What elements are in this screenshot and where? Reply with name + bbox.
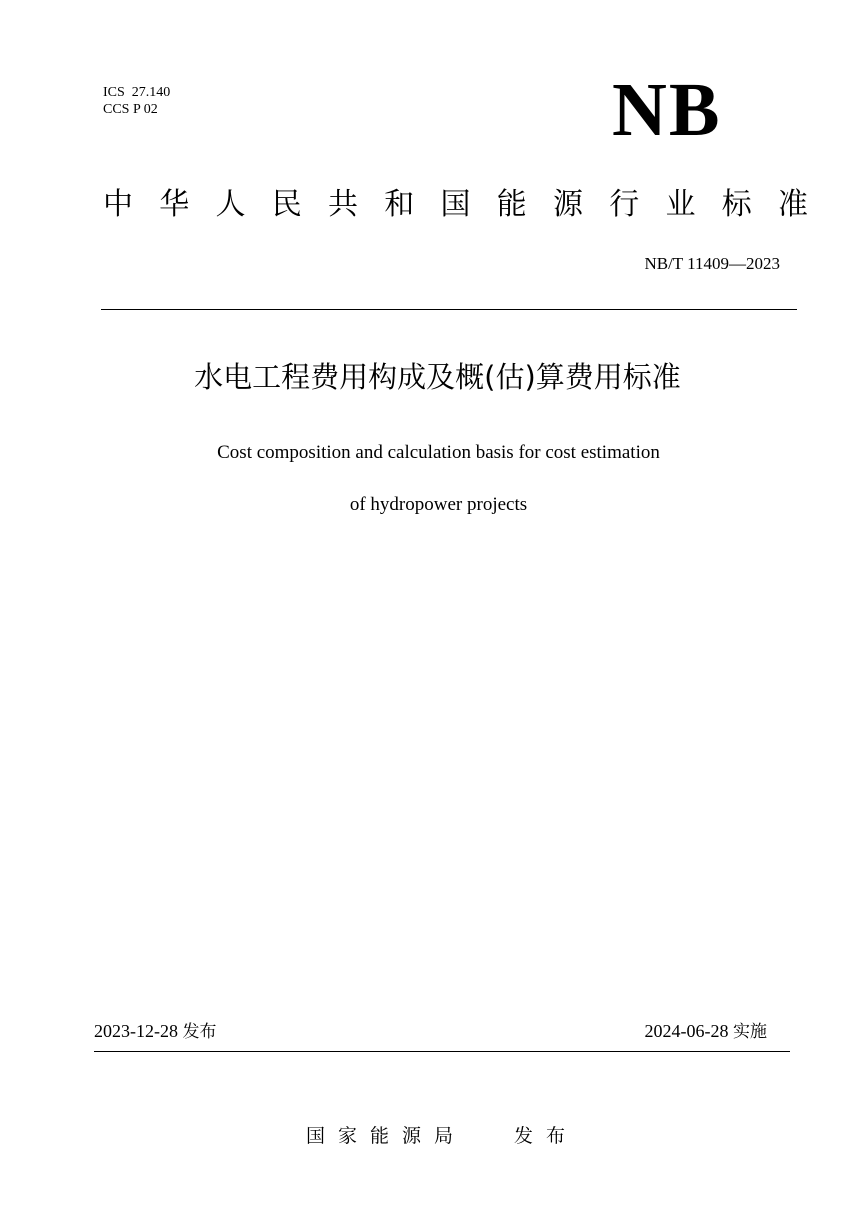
publish-label: 发布	[182, 1022, 217, 1042]
heading-char: 和	[384, 187, 415, 222]
publish-date-block	[94, 1019, 217, 1044]
publish-date: 2023-12-28	[94, 1021, 178, 1041]
heading-char: 华	[159, 187, 190, 222]
implement-date-block	[645, 1019, 768, 1044]
top-divider	[101, 309, 797, 310]
ics-code: ICS 27.140	[103, 85, 171, 100]
industry-standard-heading	[103, 183, 808, 227]
heading-char: 民	[271, 187, 302, 222]
heading-char: 共	[328, 187, 358, 222]
bottom-divider	[94, 1051, 790, 1052]
classification-codes	[103, 84, 170, 118]
chinese-title: 水电工程费用构成及概(估)算费用标准	[194, 360, 681, 394]
standard-number: NB/T 11409—2023	[644, 254, 780, 273]
english-title-line2: of hydropower projects	[349, 494, 528, 515]
heading-char: 源	[553, 187, 583, 222]
issue-label: 发布	[514, 1125, 579, 1147]
heading-char: 业	[665, 187, 696, 222]
implement-date: 2024-06-28	[644, 1021, 729, 1041]
ccs-code: CCS P 02	[103, 102, 158, 117]
implement-label: 实施	[733, 1022, 767, 1042]
heading-char: 准	[778, 187, 808, 222]
heading-char: 标	[721, 187, 752, 222]
nb-logo: NB	[612, 68, 722, 152]
heading-char: 人	[215, 187, 246, 222]
heading-char: 中	[103, 187, 133, 222]
heading-char: 能	[496, 187, 527, 222]
heading-char: 国	[440, 187, 471, 222]
issuing-authority: 国家能源局	[306, 1125, 467, 1147]
english-title-line1: Cost composition and calculation basis for cost estimation	[217, 442, 660, 463]
heading-char: 行	[609, 187, 640, 222]
